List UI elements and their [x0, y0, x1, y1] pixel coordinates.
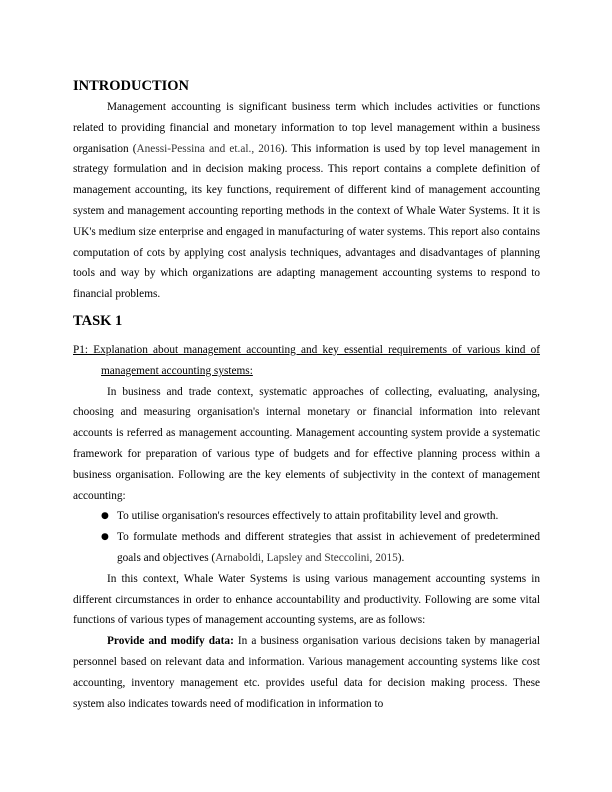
key-elements-list	[73, 506, 540, 568]
task1-paragraph-2: In this context, Whale Water Systems is using various management accounting systems in different circumstances in order to enhance accountability and productivity. Following are some vital functions of various types of management accounting systems, are as follows:	[73, 572, 540, 627]
list-item	[73, 527, 540, 569]
task1-paragraph-1: In business and trade context, systematic approaches of collecting, evaluating, analysing, choosing and measuring organisation's internal monetary or financial information into relevant accounts is referred as management accounting. Management accounting system provide a systematic framework for preparation of various type of budgets and for effective planning process within a business organisation. Following are the key elements of subjectivity in the context of management accounting:	[73, 385, 540, 502]
intro-text-start: Management accounting is significant business term which includes activities or functions related to providing financial and monetary information to top level management within a business organisation (	[73, 101, 540, 155]
bullet-text: To utilise organisation's resources effectively to attain profitability level and growth.	[117, 510, 499, 523]
list-item	[73, 506, 540, 527]
provide-modify-data-text: In a business organisation various decisions taken by managerial personnel based on relevant data and information. Various management accounting systems like cost accounting, inventory management etc. provides useful data for decision making process. These system also indicates towards need of modification in information to	[73, 635, 540, 710]
bullet-citation: Arnaboldi, Lapsley and Steccolini, 2015	[215, 551, 398, 564]
task1-paragraph-3	[73, 631, 540, 714]
p1-subheading: P1: Explanation about management accounting and key essential requirements of various kind of management accounting systems:	[73, 343, 540, 377]
bullet-text: To formulate methods and different strategies that assist in achievement of predetermined goals and objectives (	[117, 531, 540, 564]
bullet-icon: ●	[101, 511, 109, 522]
introduction-paragraph	[73, 97, 540, 305]
page-content	[73, 76, 540, 714]
provide-modify-data-label: Provide and modify data:	[107, 635, 234, 648]
intro-citation: Anessi-Pessina and et.al., 2016	[136, 142, 281, 155]
bullet-tail: ).	[397, 551, 405, 564]
bullet-icon: ●	[101, 532, 109, 543]
intro-text-end: ). This information is used by top level management in strategy formulation and in decision making process. This report contains a complete definition of management accounting, its key functions, requirement of different kind of management accounting system and management accounting reporting methods in the context of Whale Water Systems. It it is UK's medium size enterprise and engaged in manufacturing of water systems. This report also contains computation of cots by applying cost analysis techniques, advantages and disadvantages of planning tools and way by which organizations are adapting management accounting systems to respond to financial problems.	[73, 142, 540, 301]
introduction-heading: INTRODUCTION	[73, 78, 190, 94]
task1-heading: TASK 1	[73, 312, 123, 329]
